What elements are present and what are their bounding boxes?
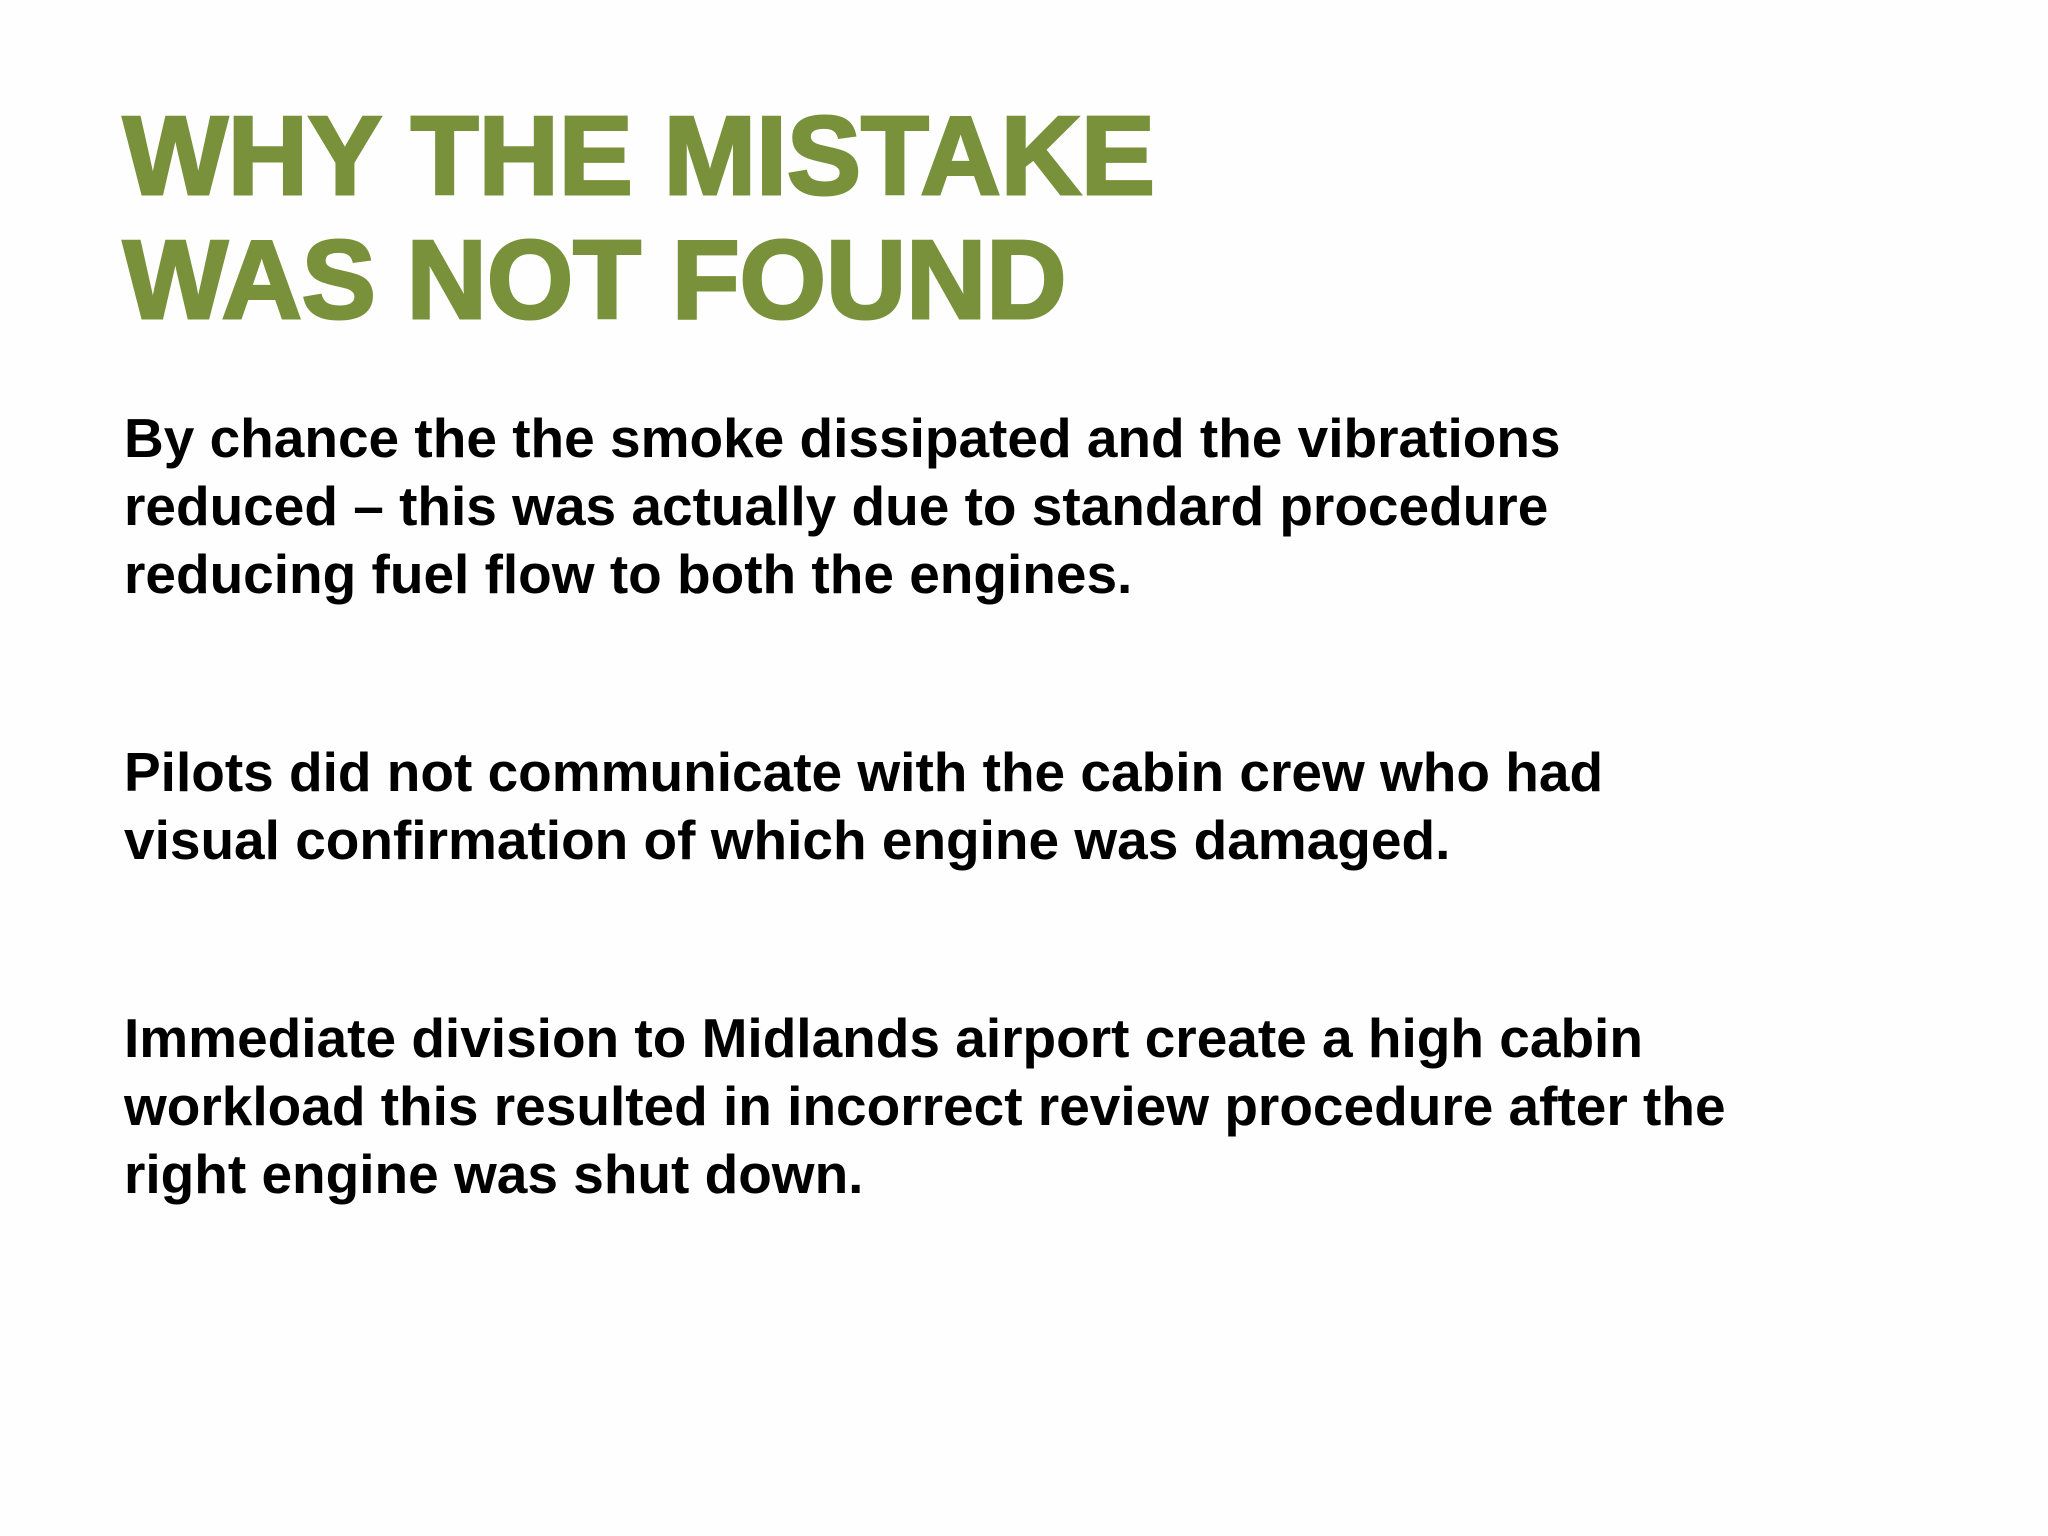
body-paragraph-midlands-diversion: Immediate division to Midlands airport create a high cabin workload this resulted in incorrect review procedure after the right engine was shut down. bbox=[124, 1007, 1726, 1205]
slide-title bbox=[123, 94, 1155, 342]
body-paragraph-pilots-communication: Pilots did not communicate with the cabin crew who had visual confirmation of which engine was damaged. bbox=[124, 741, 1604, 871]
slide-title-line-2: WAS NOT FOUND bbox=[123, 218, 1067, 342]
body-paragraph-smoke-dissipated: By chance the the smoke dissipated and the vibrations reduced – this was actually due to standard procedure reducing fuel flow to both the engines. bbox=[124, 407, 1561, 605]
slide-title-line-1: WHY THE MISTAKE bbox=[123, 94, 1155, 218]
